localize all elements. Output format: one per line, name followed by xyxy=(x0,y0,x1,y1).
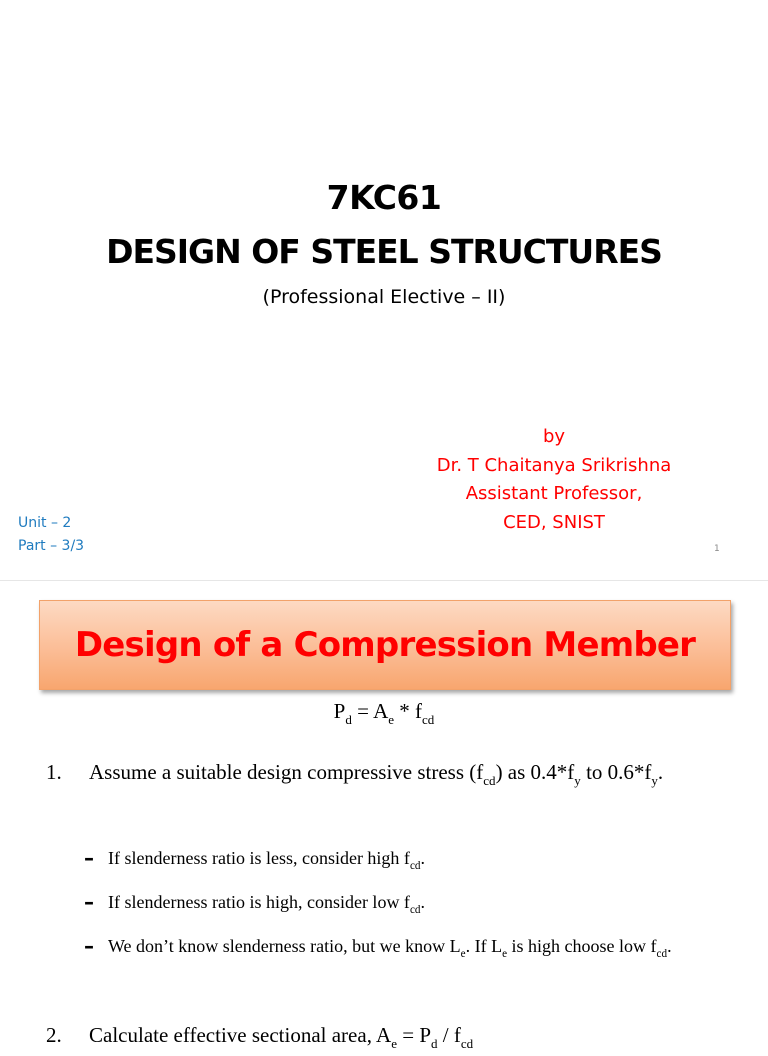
bullet-1-sub: cd xyxy=(409,860,421,873)
bullet-3-end: . xyxy=(667,936,672,956)
bullet-2-end: . xyxy=(420,892,425,912)
bullet-1-text: If slenderness ratio is less, consider high f xyxy=(108,848,410,868)
course-code: 7KC61 xyxy=(326,178,442,217)
slide-title: Design of a Compression Member xyxy=(74,625,696,665)
step-1-part-a: Assume a suitable design compressive stress (f xyxy=(89,760,484,784)
step-2-sub-a: e xyxy=(391,1035,397,1051)
step-2-part-b: = P xyxy=(396,1023,432,1047)
step-1-part-b: ) as 0.4*f xyxy=(495,760,575,784)
formula-f-sub: cd xyxy=(422,711,435,727)
step-1-text xyxy=(89,751,722,793)
content-slide xyxy=(0,580,768,1025)
step-2-text xyxy=(89,1014,722,1056)
step-2-number: 2. xyxy=(46,1023,62,1047)
author-by: by xyxy=(542,426,566,447)
dash-icon: – xyxy=(84,846,94,870)
bullet-item xyxy=(84,839,722,877)
formula-p-sub: d xyxy=(345,711,352,727)
step-1-part-d: . xyxy=(657,760,664,784)
slide-title-box xyxy=(39,600,731,690)
bullet-2-text: If slenderness ratio is high, consider low f xyxy=(108,892,410,912)
part-label: Part – 3/3 xyxy=(18,538,85,554)
bullet-text xyxy=(108,839,722,877)
formula-eq: = xyxy=(351,699,374,723)
step-1-number: 1. xyxy=(46,760,62,784)
formula-f: f xyxy=(415,699,423,723)
bullet-text xyxy=(108,883,722,921)
bullet-text xyxy=(108,927,722,965)
bullet-3-part-a: We don’t know slenderness ratio, but we know L xyxy=(108,936,461,956)
formula-mul: * xyxy=(394,699,416,723)
step-2-part-c: / f xyxy=(437,1023,461,1047)
bullet-3-sub-c: cd xyxy=(656,948,668,961)
bullet-item xyxy=(84,927,722,965)
course-subtitle: (Professional Elective – II) xyxy=(262,286,506,308)
step-1-part-c: to 0.6*f xyxy=(580,760,652,784)
unit-info xyxy=(18,512,84,558)
step-2-part-a: Calculate effective sectional area, A xyxy=(89,1023,392,1047)
dash-icon: – xyxy=(84,934,94,958)
step-1-sub-b: y xyxy=(574,772,581,788)
author-position: Assistant Professor, xyxy=(465,483,643,504)
author-name: Dr. T Chaitanya Srikrishna xyxy=(436,454,672,476)
author-department: CED, SNIST xyxy=(503,511,605,533)
author-block xyxy=(394,423,714,537)
dash-icon: – xyxy=(84,890,94,914)
bullet-3-sub-b: e xyxy=(502,948,508,961)
step-1-sub-a: cd xyxy=(483,772,496,788)
formula-a-sub: e xyxy=(388,711,395,727)
step-1-sub-c: y xyxy=(651,772,658,788)
bullet-item xyxy=(84,883,722,921)
bullet-1-end: . xyxy=(420,848,425,868)
formula-p: P xyxy=(333,699,346,723)
unit-label: Unit – 2 xyxy=(18,515,72,531)
bullet-3-part-c: is high choose low f xyxy=(507,936,657,956)
step-2 xyxy=(46,1014,722,1056)
design-formula xyxy=(0,699,768,727)
step-1-bullets xyxy=(84,839,722,971)
formula-a: A xyxy=(373,699,389,723)
step-2-sub-b: d xyxy=(431,1035,438,1051)
step-1 xyxy=(46,751,722,793)
bullet-3-sub-a: e xyxy=(460,948,466,961)
course-title: DESIGN OF STEEL STRUCTURES xyxy=(106,232,662,271)
bullet-2-sub: cd xyxy=(409,904,421,917)
step-2-sub-c: cd xyxy=(460,1035,474,1051)
bullet-3-part-b: . If L xyxy=(465,936,503,956)
page-number: 1 xyxy=(714,544,720,554)
